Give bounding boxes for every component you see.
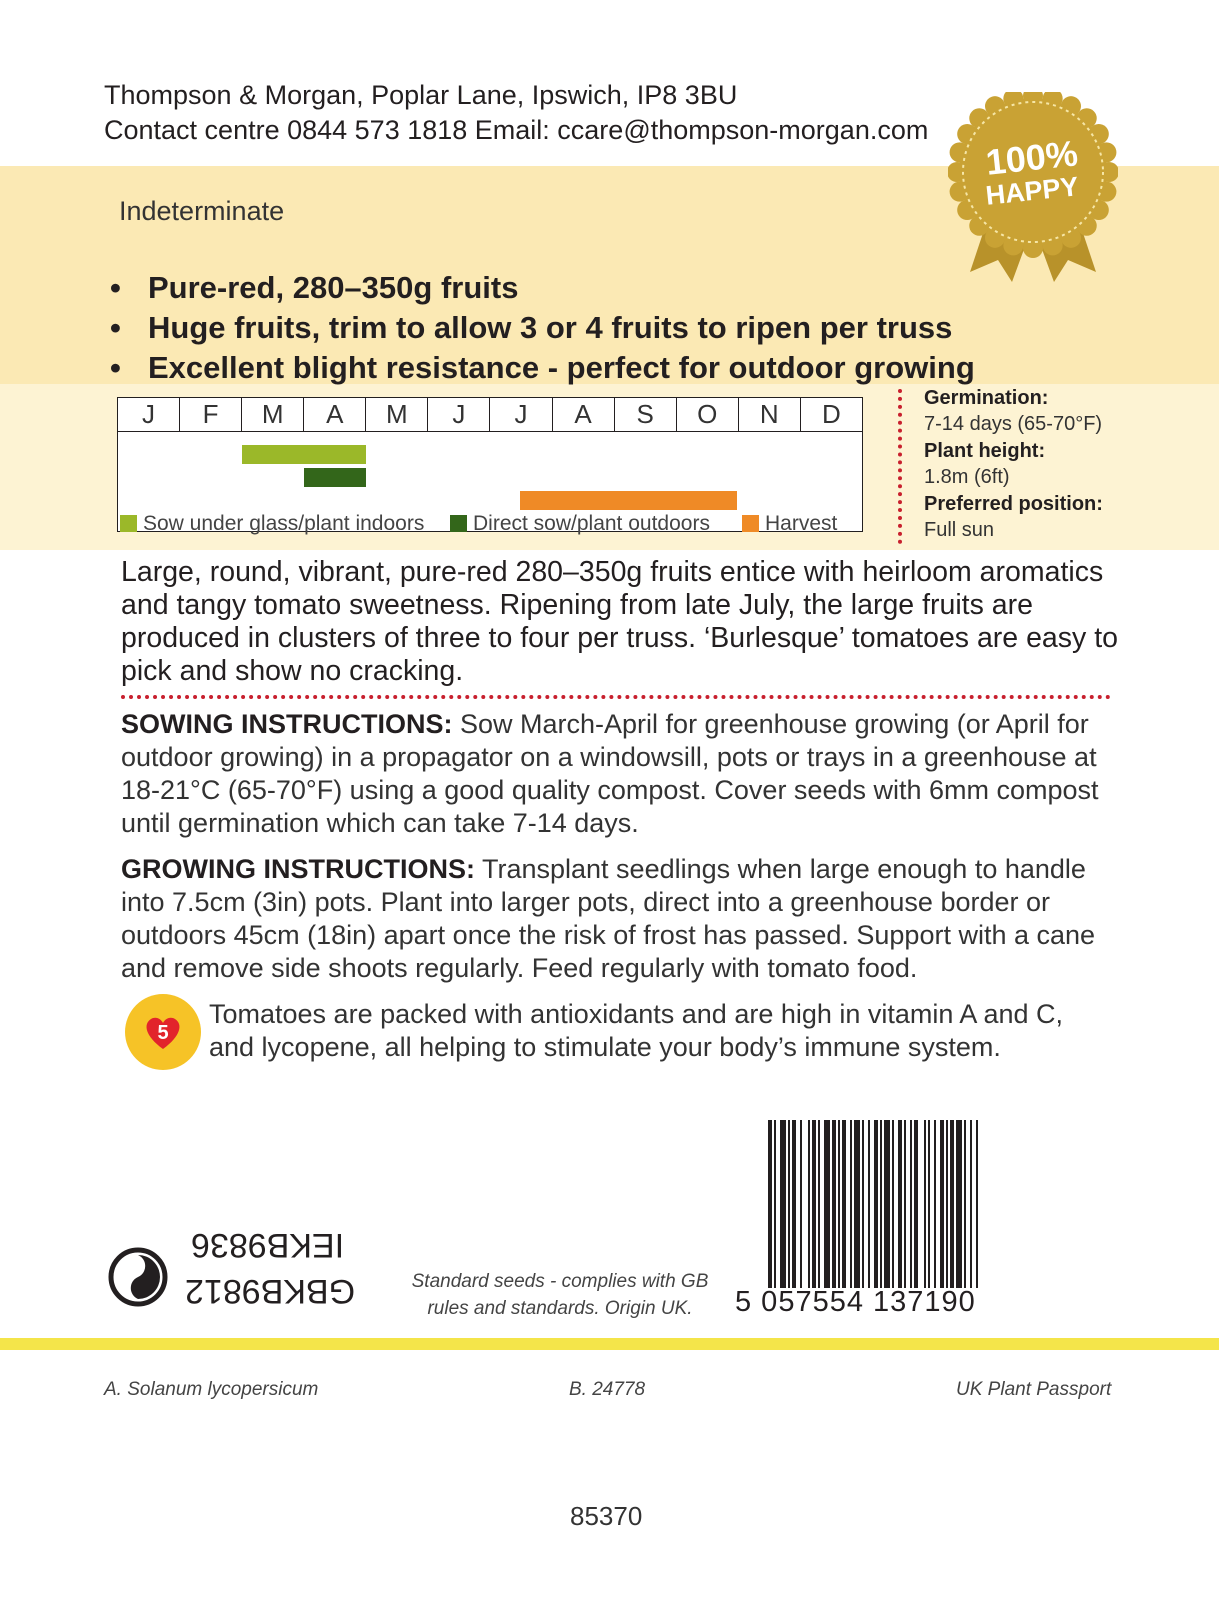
month-cell: N xyxy=(738,398,800,431)
month-cell: F xyxy=(179,398,241,431)
legend-swatch xyxy=(450,515,467,532)
month-cell: A xyxy=(552,398,614,431)
vertical-divider xyxy=(898,389,902,544)
ie-code: IEKB9836 xyxy=(191,1226,345,1264)
legend-harvest: Harvest xyxy=(742,512,837,536)
horizontal-divider xyxy=(121,695,1111,699)
position-value: Full sun xyxy=(924,519,995,541)
month-cell: M xyxy=(241,398,303,431)
legend-sow-indoors: Sow under glass/plant indoors xyxy=(120,512,424,536)
month-cell: A xyxy=(303,398,365,431)
barcode-icon xyxy=(768,1120,1048,1308)
plant-passport-registration: B. 24778 xyxy=(569,1379,646,1400)
gb-code: GBKB9812 xyxy=(185,1272,356,1310)
bullet-item: • Huge fruits, trim to allow 3 or 4 fruits to ripen per truss xyxy=(110,308,975,348)
legend-swatch xyxy=(742,515,759,532)
month-cell: J xyxy=(489,398,551,431)
plant-facts xyxy=(924,385,1103,543)
bullet-item: • Pure-red, 280–350g fruits xyxy=(110,268,975,308)
month-cell: J xyxy=(427,398,489,431)
sowing-text: Sow March-April for greenhouse growing (or April for outdoor growing) in a propagator on a windowsill, pots or trays in a greenhouse at 18-21°C (65-70°F) using a good quality compost. Cover seeds with 6mm compost until germination which can take 7-14 days. xyxy=(121,709,1099,838)
calendar-month-header xyxy=(118,398,862,432)
month-cell: O xyxy=(676,398,738,431)
germination-label: Germination: xyxy=(924,387,1049,409)
height-label: Plant height: xyxy=(924,440,1046,462)
yellow-rule xyxy=(0,1338,1219,1350)
five-a-day-badge-icon xyxy=(125,994,201,1070)
growing-text: Transplant seedlings when large enough to handle into 7.5cm (3in) pots. Plant into larger pots, direct into a greenhouse border or outdoors 45cm (18in) apart once the risk of frost has passed. Support with a cane and remove side shoots regularly. Feed regularly with tomato food. xyxy=(121,854,1096,983)
germination-value: 7-14 days (65-70°F) xyxy=(924,413,1103,435)
contact-line: Contact centre 0844 573 1818 Email: ccare@thompson-morgan.com xyxy=(104,115,929,145)
bullet-dot-icon: • xyxy=(110,350,121,385)
month-cell: M xyxy=(365,398,427,431)
bullet-dot-icon: • xyxy=(110,310,121,345)
calendar-bar xyxy=(304,468,366,487)
plant-passport-species: A. Solanum lycopersicum xyxy=(104,1379,319,1400)
month-cell: J xyxy=(142,399,156,429)
seal-line2: HAPPY xyxy=(984,171,1080,211)
month-cell: D xyxy=(800,398,862,431)
sowing-instructions xyxy=(121,708,1121,840)
address-line: Thompson & Morgan, Poplar Lane, Ipswich, IP8 3BU xyxy=(104,80,738,110)
height-value: 1.8m (6ft) xyxy=(924,466,1010,488)
barcode-number: 5 057554 137190 xyxy=(735,1286,976,1318)
standard-seeds-note: Standard seeds - complies with GB rules and standards. Origin UK. xyxy=(411,1271,709,1319)
print-code: 85370 xyxy=(570,1501,643,1531)
happy-guarantee-seal-icon xyxy=(948,92,1118,288)
growing-instructions xyxy=(121,853,1121,985)
legend-sow-outdoors: Direct sow/plant outdoors xyxy=(450,512,710,536)
bullet-dot-icon: • xyxy=(110,270,121,305)
position-label: Preferred position: xyxy=(924,493,1103,515)
plant-passport-label: UK Plant Passport xyxy=(956,1379,1112,1400)
sowing-heading: SOWING INSTRUCTIONS: xyxy=(121,709,453,739)
calendar-bar xyxy=(242,445,366,464)
growing-heading: GROWING INSTRUCTIONS: xyxy=(121,854,475,884)
contact-address xyxy=(104,78,928,148)
month-cell: S xyxy=(614,398,676,431)
feature-bullets xyxy=(110,268,975,388)
bullet-item: • Excellent blight resistance - perfect for outdoor growing xyxy=(110,348,975,388)
calendar-bar xyxy=(520,491,737,510)
seal-line1: 100% xyxy=(983,132,1080,183)
recycling-green-dot-icon xyxy=(108,1247,168,1307)
legend-swatch xyxy=(120,515,137,532)
five-a-day-text: Tomatoes are packed with antioxidants and are high in vitamin A and C, and lycopene, all helping to stimulate your body’s immune system. xyxy=(209,999,1064,1062)
variety-type: Indeterminate xyxy=(119,196,285,226)
variety-description: Large, round, vibrant, pure-red 280–350g fruits entice with heirloom aromatics and tangy tomato sweetness. Ripening from late July, the large fruits are produced in clusters of three to four per truss. ‘Burlesque’ tomatoes are easy to pick and show no cracking. xyxy=(121,556,1118,687)
five-a-day-number: 5 xyxy=(157,1022,169,1044)
